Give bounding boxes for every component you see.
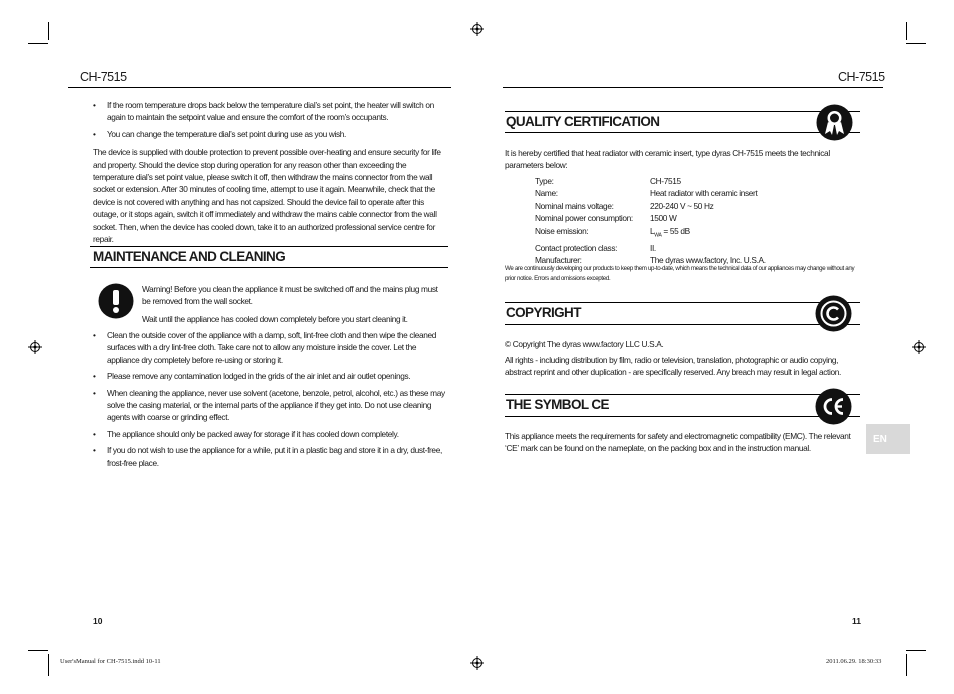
spec-row xyxy=(535,242,855,254)
page-number-left: 10 xyxy=(93,616,103,626)
header-rule-right xyxy=(503,87,883,88)
crop-mark xyxy=(48,654,49,676)
spec-table xyxy=(535,175,855,267)
language-tab-label: EN xyxy=(873,434,887,445)
crop-mark xyxy=(906,43,926,44)
page-number-right: 11 xyxy=(852,616,861,626)
quality-disclaimer: We are continuously developing our products to keep them up-to-date, which means the technical data of our appliances may change without any prior notice. Errors and omissions excepted. xyxy=(505,265,855,282)
certificate-icon xyxy=(816,104,853,141)
list-item: • If you do not wish to use the appliance for a while, put it in a plastic bag and store it in a dry, dust-free, frost-free place. xyxy=(93,444,449,469)
spec-value: 1500 W xyxy=(650,213,677,224)
left-intro xyxy=(93,99,449,245)
spec-value xyxy=(650,225,690,242)
spec-row xyxy=(535,200,855,212)
registration-mark-icon xyxy=(28,340,42,354)
warning-icon xyxy=(98,283,134,319)
spec-row xyxy=(535,175,855,187)
crop-mark xyxy=(28,650,48,651)
noise-symbol: L xyxy=(650,225,655,236)
list-item: • The appliance should only be packed away for storage if it has cooled down completely. xyxy=(93,428,449,440)
list-item: • If the room temperature drops back below the temperature dial’s set point, the heater will switch on again to maintain the setpoint value and ensure the comfort of the room’s occupants. xyxy=(93,99,449,124)
warning-line1: Warning! Before you clean the appliance it must be switched off and the mains plug must be removed from the wall socket. xyxy=(142,284,438,307)
maintenance-list xyxy=(93,329,449,473)
spec-key: Noise emission: xyxy=(535,225,589,236)
registration-mark-icon xyxy=(912,340,926,354)
language-tab xyxy=(866,424,910,454)
spec-row xyxy=(535,225,855,242)
spec-key: Name: xyxy=(535,188,558,199)
safety-paragraph: The device is supplied with double protection to prevent possible over-heating and ensure security for life and property. Should the device stop during operation for any reason other than exceeding the temperature dial’s set point value, please switch it off, then withdraw the mains connector from the wall socket or extension. After 30 minutes of cooling time, attempt to use it again. Meanwhile, check that the device is not covered with anything and has not capsized. Should the device fail to operate after this outage, or it stops again, switch it off immediately and withdraw the mains cable connector from the wall socket. Then, when the device has cooled down, take it to an authorized professional service centre for repair. xyxy=(93,147,441,245)
crop-mark xyxy=(906,22,907,40)
copyright-line1: © Copyright The dyras www.factory LLC U.S.A. xyxy=(505,339,664,349)
spec-value: Heat radiator with ceramic insert xyxy=(650,188,758,199)
warning-line2: Wait until the appliance has cooled down completely before you start cleaning it. xyxy=(142,313,408,324)
quality-title: QUALITY CERTIFICATION xyxy=(506,114,660,129)
crop-mark xyxy=(28,43,48,44)
crop-mark xyxy=(48,22,49,40)
crop-mark xyxy=(906,650,926,651)
spec-row xyxy=(535,212,855,224)
list-item: • You can change the temperature dial’s set point during use as you wish. xyxy=(93,128,449,140)
maintenance-title: MAINTENANCE AND CLEANING xyxy=(93,249,286,264)
spec-key: Nominal mains voltage: xyxy=(535,200,614,211)
registration-mark-icon xyxy=(470,656,484,670)
quality-rule-bottom xyxy=(505,132,860,133)
spec-value: The dyras www.factory, Inc. U.S.A. xyxy=(650,255,766,266)
noise-value: = 55 dB xyxy=(661,225,690,236)
quality-rule-top xyxy=(505,111,860,112)
warning-text xyxy=(142,283,448,325)
ce-mark-icon xyxy=(815,388,852,425)
noise-subscript: WA xyxy=(654,232,662,239)
registration-mark-icon xyxy=(470,22,484,36)
spec-value: II. xyxy=(650,242,656,253)
ce-title: THE SYMBOL CE xyxy=(506,397,609,412)
header-rule-left xyxy=(68,87,451,88)
list-item: • When cleaning the appliance, never use solvent (acetone, benzole, petrol, alcohol, etc.) as these may solve the casing material, or the internal parts of the appliance if they get into. Do not use cleaning agents with coarse or grinding effect. xyxy=(93,387,449,424)
spec-key: Contact protection class: xyxy=(535,242,618,253)
copyright-icon xyxy=(815,295,852,332)
spec-value: 220-240 V ~ 50 Hz xyxy=(650,200,714,211)
quality-intro: It is hereby certified that heat radiator with ceramic insert, type dyras CH-7515 meets the technical parameters below: xyxy=(505,148,830,171)
copyright-rule-top xyxy=(505,302,860,303)
crop-mark xyxy=(906,654,907,676)
copyright-rule-bottom xyxy=(505,324,860,325)
copyright-title: COPYRIGHT xyxy=(506,305,581,320)
slug-filename: User'sManual for CH-7515.indd 10-11 xyxy=(60,658,161,665)
spec-value: CH-7515 xyxy=(650,176,681,186)
slug-timestamp: 2011.06.29. 18:30:33 xyxy=(826,658,882,665)
spec-key: Type: xyxy=(535,176,554,186)
header-model-left: CH-7515 xyxy=(80,70,127,84)
list-item: • Clean the outside cover of the appliance with a damp, soft, lint-free cloth and then wipe the cleaned surfaces with a dry lint-free cloth. Take care not to allow any moisture inside the cover. Let the appliance dry completely before re-using or storing it. xyxy=(93,329,449,366)
maintenance-rule-bottom xyxy=(90,267,448,268)
ce-text: This appliance meets the requirements for safety and electromagnetic compatibility (EMC). The relevant ‘CE’ mark can be found on the nameplate, on the packing box and in the instruction manual. xyxy=(505,431,851,454)
spec-key: Manufacturer: xyxy=(535,255,582,266)
maintenance-rule-top xyxy=(90,246,448,247)
header-model-right: CH-7515 xyxy=(838,70,885,84)
spec-key: Nominal power consumption: xyxy=(535,213,633,224)
list-item: • Please remove any contamination lodged in the grids of the air inlet and air outlet openings. xyxy=(93,370,449,382)
ce-rule-top xyxy=(505,394,860,395)
spec-row xyxy=(535,187,855,199)
copyright-line2: All rights - including distribution by film, radio or television, translation, photographic or audio copying, abstract reprint and other duplication - are specifically reserved. Any breach may result in legal action. xyxy=(505,355,841,378)
ce-rule-bottom xyxy=(505,416,860,417)
